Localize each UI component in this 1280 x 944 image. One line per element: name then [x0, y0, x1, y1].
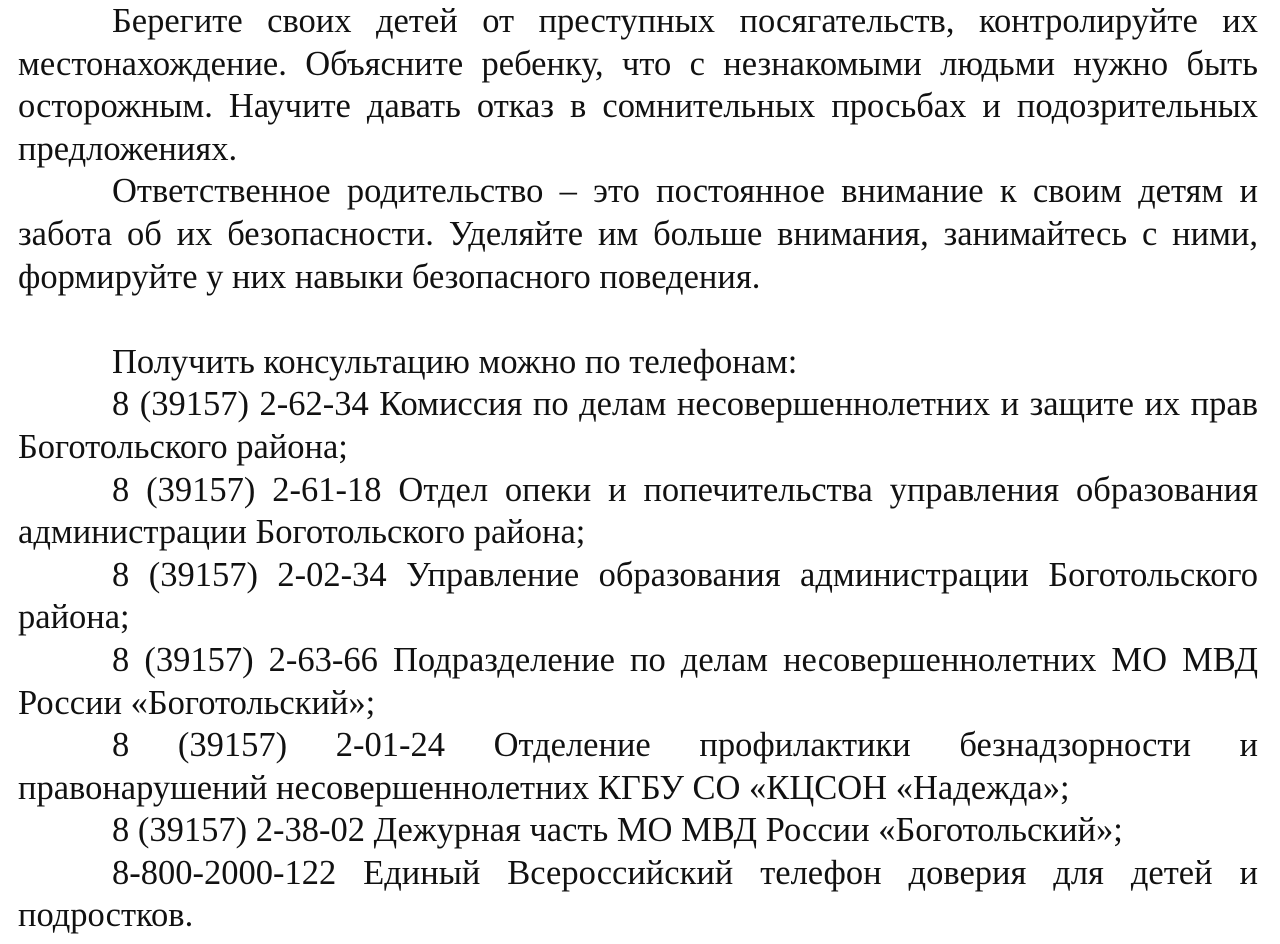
paragraph-spacer	[18, 298, 1258, 341]
paragraph-responsible-parenting: Ответственное родительство – это постоянное внимание к своим детям и забота об их безопасности. Уделяйте им больше внимания, занимайтесь с ними, формируйте у них навыки безопасного поведения.	[18, 172, 1258, 296]
contact-guardianship: 8 (39157) 2-61-18 Отдел опеки и попечительства управления образования администрации Боготольского района;	[18, 470, 1258, 552]
contact-prevention: 8 (39157) 2-01-24 Отделение профилактики безнадзорности и правонарушений несовершеннолетних КГБУ СО «КЦСОН «Надежда»;	[18, 726, 1258, 807]
contact-education: 8 (39157) 2-02-34 Управление образования администрации Боготольского района;	[18, 555, 1258, 637]
paragraph-protect-children: Берегите своих детей от преступных посягательств, контролируйте их местонахождение. Объясните ребенку, что с незнакомыми людьми нужно быть осторожным. Научите давать отказ в сомнительных просьбах и подозрительных предложениях.	[18, 2, 1258, 168]
contact-commission: 8 (39157) 2-62-34 Комиссия по делам несовершеннолетних и защите их прав Боготольского района;	[18, 385, 1258, 466]
document-page	[18, 0, 1258, 937]
contact-duty-unit: 8 (39157) 2-38-02 Дежурная часть МО МВД России «Боготольский»;	[112, 811, 1123, 850]
contact-helpline: 8-800-2000-122 Единый Всероссийский телефон доверия для детей и подростков.	[18, 853, 1258, 935]
contacts-heading: Получить консультацию можно по телефонам:	[112, 342, 798, 381]
contact-police-juvenile: 8 (39157) 2-63-66 Подразделение по делам несовершеннолетних МО МВД России «Боготольский»;	[18, 640, 1258, 722]
